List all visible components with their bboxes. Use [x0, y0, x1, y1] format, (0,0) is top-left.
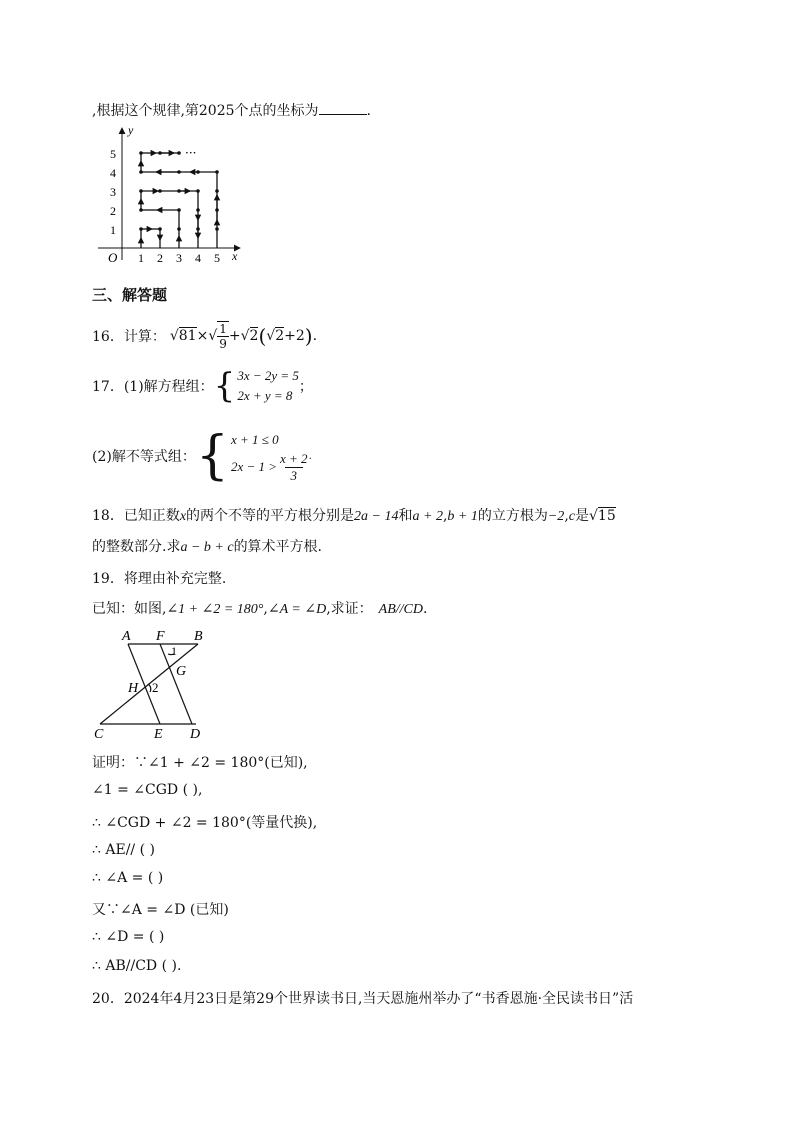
label-G: G — [176, 664, 187, 679]
y-axis-label: y — [128, 123, 134, 137]
inequality-1: x + 1 ≤ 0 — [230, 431, 279, 447]
y-tick-3: 3 — [110, 185, 116, 199]
x-axis-label: x — [232, 249, 238, 263]
question-17-part-1: 17． (1)解方程组： { 3x − 2y = 5 2x + y = 8 ； — [92, 366, 313, 406]
y-tick-5: 5 — [110, 147, 116, 161]
intro-line: ,根据这个规律,第2025个点的坐标为 . — [92, 103, 371, 119]
label-C: C — [94, 727, 104, 742]
label-F: F — [156, 629, 165, 644]
proof-line-3: ∴ ∠CGD + ∠2 = 180°(等量代换), — [92, 815, 318, 831]
sqrt-fraction: √ 1 9 — [208, 322, 227, 351]
proof-line-4: ∴ AE// ( ) — [92, 842, 155, 858]
inequality-2: 2x − 1 > x + 2 3 — [230, 450, 308, 483]
origin-label: O — [108, 250, 118, 265]
sqrt-2: √2 — [240, 328, 259, 344]
label-angle-1: 1 — [171, 644, 177, 658]
question-17-part-2: (2)解不等式组： { x + 1 ≤ 0 2x − 1 > x + 2 3 . — [92, 426, 312, 486]
sqrt-81: √81 — [169, 328, 197, 344]
question-18-line-1: 18．已知正数x的两个不等的平方根分别是2a − 14和a + 2,b + 1的立方根为−2,c是√15 — [92, 508, 616, 524]
equation-2: 2x + y = 8 — [237, 388, 293, 403]
x-tick-3: 3 — [176, 251, 182, 265]
label-angle-2: 2 — [152, 680, 159, 695]
y-tick-2: 2 — [110, 204, 116, 218]
x-tick-1: 1 — [138, 251, 144, 265]
question-20: 20．2024年4月23日是第29个世界读书日,当天恩施州举办了“书香恩施·全民读书日”活 — [92, 991, 634, 1007]
answer-blank — [319, 102, 367, 115]
y-tick-1: 1 — [110, 223, 116, 237]
question-19-title: 19．将理由补充完整. — [92, 571, 227, 587]
question-19-given: 已知：如图,∠1 + ∠2 = 180°,∠A = ∠D,求证： AB//CD. — [92, 601, 428, 617]
question-16: 16． 计算： √81 × √ 1 9 + √2 ( √2 +2 ) . — [92, 322, 318, 351]
x-tick-5: 5 — [214, 251, 220, 265]
label-B: B — [194, 629, 203, 644]
question-18-line-2: 的整数部分.求a − b + c的算术平方根. — [92, 539, 323, 555]
label-E: E — [154, 727, 163, 742]
intro-text: ,根据这个规律,第2025个点的坐标为 — [92, 103, 319, 119]
label-H: H — [128, 681, 139, 696]
geometry-figure — [90, 624, 220, 742]
proof-line-6: 又∵∠A = ∠D (已知) — [92, 902, 229, 918]
label-A: A — [122, 629, 131, 644]
section-title: 三、解答题 — [92, 286, 168, 304]
point-path-figure — [90, 120, 260, 268]
equation-1: 3x − 2y = 5 — [237, 368, 299, 383]
proof-line-2: ∠1 = ∠CGD ( ), — [92, 782, 203, 798]
path-ellipsis: ··· — [185, 146, 197, 160]
x-tick-2: 2 — [157, 251, 163, 265]
label-D: D — [190, 727, 201, 742]
proof-line-1: 证明：∵∠1 + ∠2 = 180°(已知), — [92, 755, 308, 771]
proof-line-8: ∴ AB//CD ( ). — [92, 958, 182, 974]
proof-line-5: ∴ ∠A = ( ) — [92, 870, 164, 886]
proof-line-7: ∴ ∠D = ( ) — [92, 929, 165, 945]
x-tick-4: 4 — [195, 251, 201, 265]
y-tick-4: 4 — [110, 166, 116, 180]
